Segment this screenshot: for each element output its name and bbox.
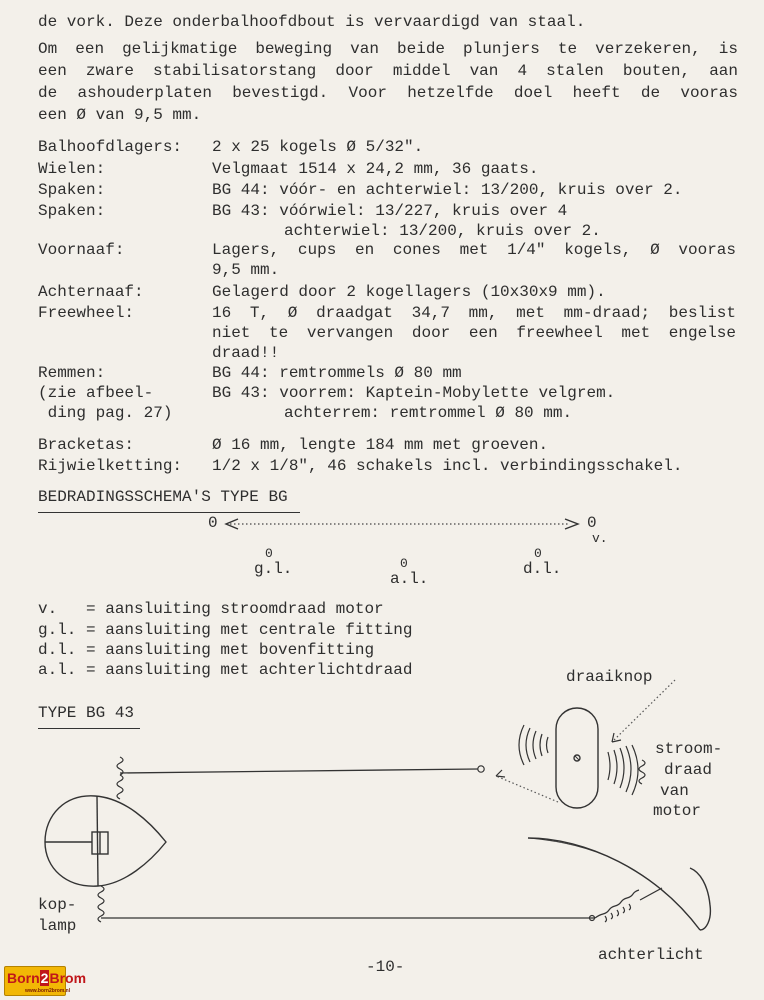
draaiknop-drawing bbox=[556, 708, 598, 808]
spec-value-wielen: Velgmaat 1514 x 24,2 mm, 36 gaats. bbox=[212, 160, 539, 178]
terminal-gl-label: g.l. bbox=[254, 560, 293, 578]
spec-value-voornaaf-2: 9,5 mm. bbox=[212, 261, 280, 279]
spec-label-spaken-43: Spaken: bbox=[38, 202, 106, 220]
spec-value-achternaaf: Gelagerd door 2 kogellagers (10x30x9 mm). bbox=[212, 283, 606, 301]
koplamp-label-1: kop- bbox=[38, 896, 77, 914]
spec-label-achternaaf: Achternaaf: bbox=[38, 283, 144, 301]
schema-right-end: 0 bbox=[587, 514, 597, 532]
achterspatbord-drawing bbox=[528, 838, 710, 930]
terminal-dl-label: d.l. bbox=[523, 560, 562, 578]
intro-line-2: Om een gelijkmatige beweging van beide plunjers te verzekeren, is bbox=[38, 40, 738, 58]
spec-label-remmen-3: ding pag. 27) bbox=[38, 404, 173, 422]
spec-value-remmen-2: BG 43: voorrem: Kaptein-Mobylette velgrem. bbox=[212, 384, 616, 402]
type43-heading: TYPE BG 43 bbox=[38, 704, 135, 722]
schema-right-end-sub: v. bbox=[592, 531, 608, 546]
intro-line-5: een Ø van 9,5 mm. bbox=[38, 106, 202, 124]
achterlicht-wire bbox=[590, 888, 663, 922]
logo-subtext: www.born2brom.nl bbox=[25, 988, 71, 994]
spec-label-bracketas: Bracketas: bbox=[38, 436, 135, 454]
schema-arrow bbox=[226, 519, 578, 529]
schema-heading: BEDRADINGSSCHEMA'S TYPE BG bbox=[38, 488, 288, 506]
wire-top bbox=[120, 769, 478, 773]
spec-value-remmen: BG 44: remtrommels Ø 80 mm bbox=[212, 364, 462, 382]
born2brom-logo bbox=[4, 966, 87, 996]
spec-value-spaken-43: BG 43: vóórwiel: 13/227, kruis over 4 bbox=[212, 202, 568, 220]
stroomdraad-label-2: draad bbox=[664, 761, 713, 779]
achterlicht-label: achterlicht bbox=[598, 946, 704, 964]
logo-part-3: Brom bbox=[49, 970, 87, 986]
spec-value-bracketas: Ø 16 mm, lengte 184 mm met groeven. bbox=[212, 436, 549, 454]
spec-label-wielen: Wielen: bbox=[38, 160, 106, 178]
pointer-arrow-terminal bbox=[496, 776, 558, 802]
intro-line-1: de vork. Deze onderbalhoofdbout is vervaardigd van staal. bbox=[38, 13, 586, 31]
spec-label-balhoofd: Balhoofdlagers: bbox=[38, 138, 183, 156]
spec-label-voornaaf: Voornaaf: bbox=[38, 241, 125, 259]
spec-value-freewheel-2: niet te vervangen door een freewheel met engelse bbox=[212, 324, 736, 342]
stroomdraad-label-3: van bbox=[660, 782, 689, 800]
legend-al: a.l. = aansluiting met achterlichtdraad bbox=[38, 661, 413, 679]
terminal-gl-sup: 0 bbox=[265, 546, 273, 561]
spec-value-balhoofd: 2 x 25 kogels Ø 5/32". bbox=[212, 138, 424, 156]
spec-label-remmen: Remmen: bbox=[38, 364, 106, 382]
koplamp-drawing bbox=[45, 796, 166, 886]
spec-value-spaken-43-rear: achterwiel: 13/200, kruis over 2. bbox=[284, 222, 601, 240]
spec-label-remmen-2: (zie afbeel- bbox=[38, 384, 154, 402]
legend-v: v. = aansluiting stroomdraad motor bbox=[38, 600, 384, 618]
wire-coils bbox=[98, 757, 645, 922]
spec-label-ketting: Rijwielketting: bbox=[38, 457, 183, 475]
legend-gl: g.l. = aansluiting met centrale fitting bbox=[38, 621, 413, 639]
legend-dl: d.l. = aansluiting met bovenfitting bbox=[38, 641, 375, 659]
terminal-al-label: a.l. bbox=[390, 570, 429, 588]
pointer-arrow-knob bbox=[612, 680, 675, 742]
koplamp-label-2: lamp bbox=[38, 917, 77, 935]
spec-value-remmen-3: achterrem: remtrommel Ø 80 mm. bbox=[284, 404, 573, 422]
schema-left-end: 0 bbox=[208, 514, 218, 532]
logo-part-1: Born bbox=[7, 970, 40, 986]
spec-value-freewheel-3: draad!! bbox=[212, 344, 280, 362]
logo-part-2: 2 bbox=[40, 970, 49, 986]
terminal-dl-sup: 0 bbox=[534, 546, 542, 561]
spec-value-freewheel: 16 T, Ø draadgat 34,7 mm, met mm-draad; beslist bbox=[212, 304, 736, 322]
terminal-al-sup: 0 bbox=[400, 556, 408, 571]
intro-line-4: de ashouderplaten bevestigd. Voor hetzelfde doel heeft de vooras bbox=[38, 84, 738, 102]
spec-label-freewheel: Freewheel: bbox=[38, 304, 135, 322]
spec-value-ketting: 1/2 x 1/8", 46 schakels incl. verbindingsschakel. bbox=[212, 457, 683, 475]
intro-line-3: een zware stabilisatorstang door middel van 4 stalen bouten, aan bbox=[38, 62, 738, 80]
draaiknop-label: draaiknop bbox=[566, 668, 653, 686]
spec-label-spaken-44: Spaken: bbox=[38, 181, 106, 199]
spec-value-spaken-44: BG 44: vóór- en achterwiel: 13/200, kruis over 2. bbox=[212, 181, 683, 199]
stroomdraad-label-1: stroom- bbox=[655, 740, 723, 758]
page-number: -10- bbox=[366, 958, 405, 976]
terminal-v bbox=[478, 766, 484, 772]
stroomdraad-label-4: motor bbox=[653, 802, 702, 820]
spec-value-voornaaf: Lagers, cups en cones met 1/4" kogels, Ø vooras bbox=[212, 241, 736, 259]
